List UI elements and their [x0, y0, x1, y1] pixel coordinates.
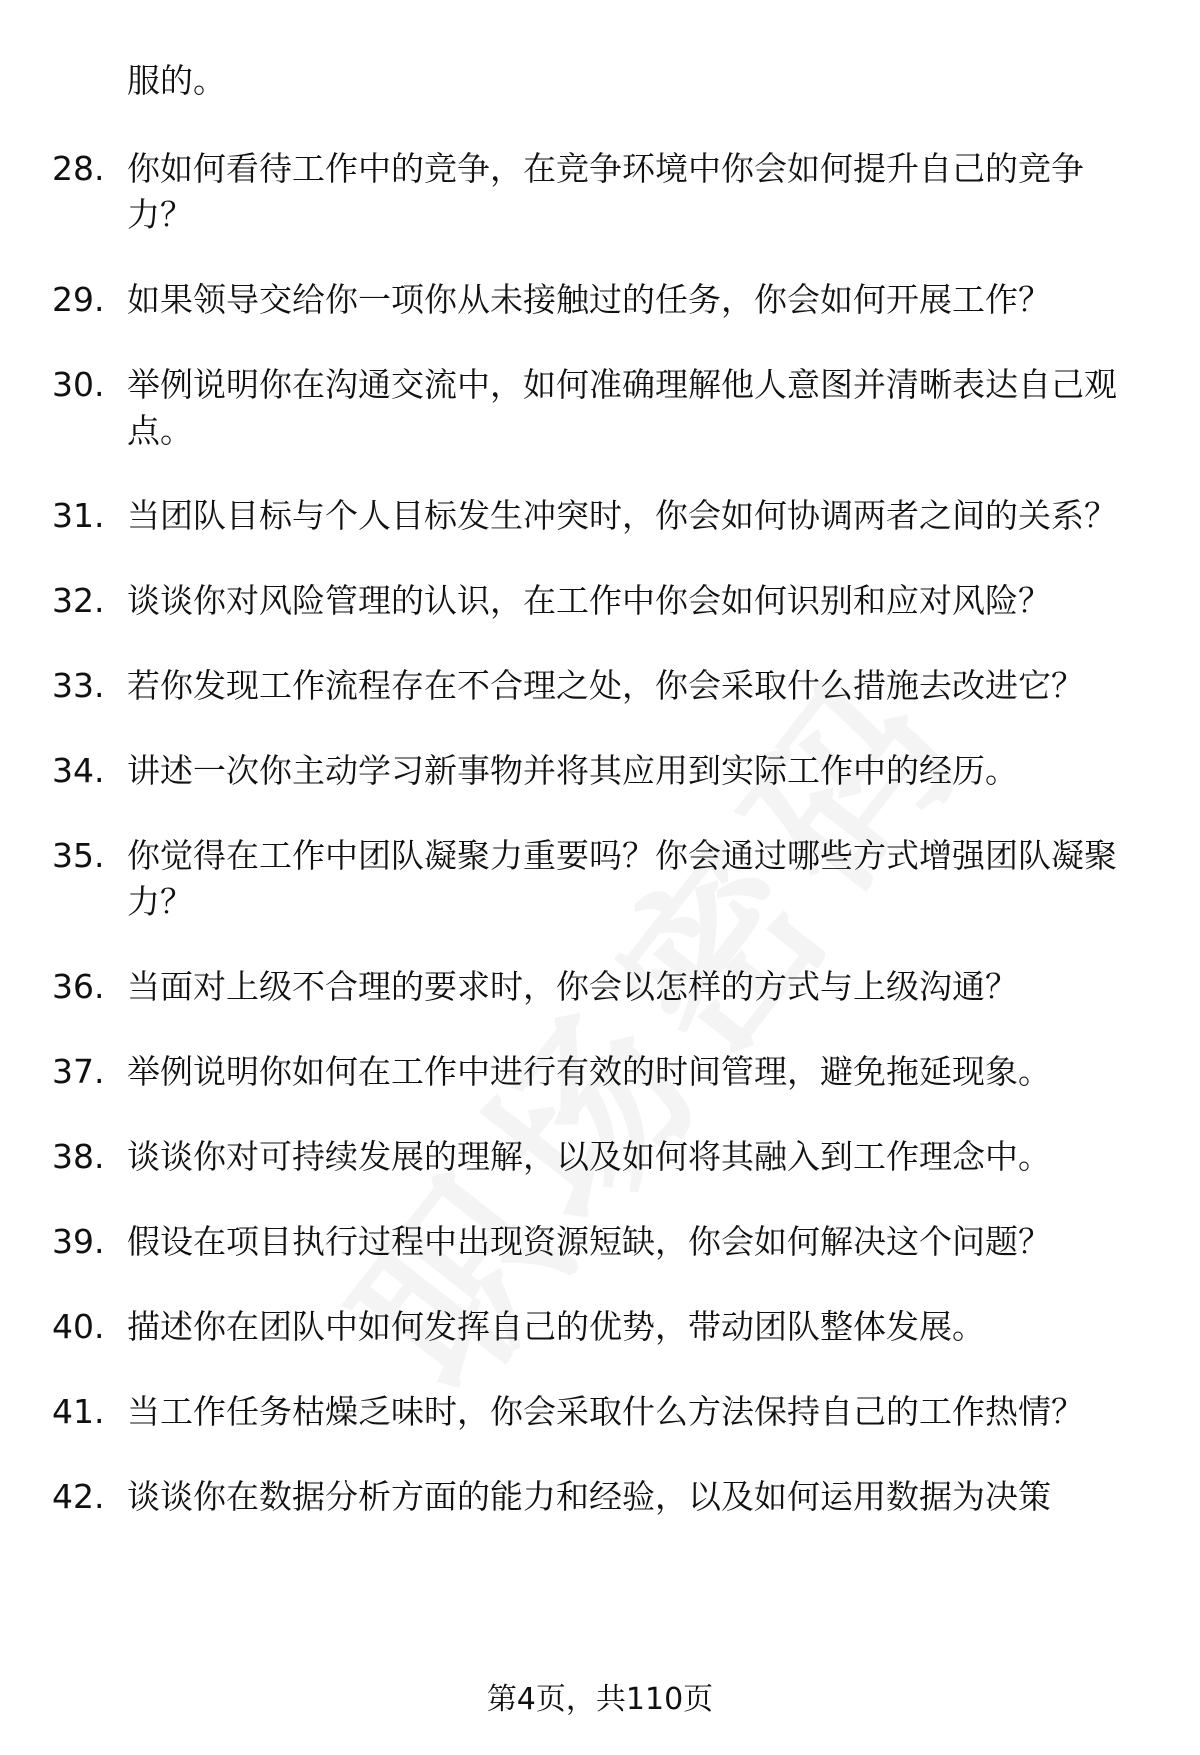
question-list	[52, 146, 1142, 1559]
question-item	[52, 1304, 1142, 1350]
question-text: 若你发现工作流程存在不合理之处，你会采取什么措施去改进它？	[127, 666, 1084, 705]
question-item	[52, 833, 1142, 925]
question-number: 37.	[52, 1052, 105, 1091]
question-text: 当团队目标与个人目标发生冲突时，你会如何协调两者之间的关系？	[127, 496, 1117, 535]
question-text: 谈谈你在数据分析方面的能力和经验，以及如何运用数据为决策	[127, 1477, 1051, 1516]
question-text: 当工作任务枯燥乏味时，你会采取什么方法保持自己的工作热情？	[127, 1392, 1084, 1431]
question-number: 39.	[52, 1222, 105, 1261]
question-text: 讲述一次你主动学习新事物并将其应用到实际工作中的经历。	[127, 751, 1018, 790]
question-text: 举例说明你如何在工作中进行有效的时间管理，避免拖延现象。	[127, 1052, 1051, 1091]
question-text: 当面对上级不合理的要求时，你会以怎样的方式与上级沟通？	[127, 967, 1018, 1006]
question-text: 描述你在团队中如何发挥自己的优势，带动团队整体发展。	[127, 1307, 985, 1346]
question-number: 38.	[52, 1137, 105, 1176]
question-text: 你觉得在工作中团队凝聚力重要吗？你会通过哪些方式增强团队凝聚力？	[127, 836, 1117, 921]
question-text: 如果领导交给你一项你从未接触过的任务，你会如何开展工作？	[127, 280, 1051, 319]
continuation-text: 服的。	[127, 61, 226, 100]
question-number: 29.	[52, 280, 105, 319]
question-text: 你如何看待工作中的竞争，在竞争环境中你会如何提升自己的竞争力？	[127, 149, 1084, 234]
question-item	[52, 1134, 1142, 1180]
question-number: 35.	[52, 836, 105, 875]
question-item	[52, 748, 1142, 794]
page-footer: 第4页，共110页	[486, 1682, 714, 1717]
question-number: 31.	[52, 496, 105, 535]
question-item	[52, 362, 1142, 454]
question-number: 36.	[52, 967, 105, 1006]
question-text: 谈谈你对风险管理的认识，在工作中你会如何识别和应对风险？	[127, 581, 1051, 620]
question-text: 举例说明你在沟通交流中，如何准确理解他人意图并清晰表达自己观点。	[127, 365, 1117, 450]
question-item	[52, 493, 1142, 539]
question-number: 40.	[52, 1307, 105, 1346]
question-item	[52, 277, 1142, 323]
question-item	[52, 146, 1142, 238]
question-item	[52, 1049, 1142, 1095]
question-text: 谈谈你对可持续发展的理解，以及如何将其融入到工作理念中。	[127, 1137, 1051, 1176]
question-text: 假设在项目执行过程中出现资源短缺，你会如何解决这个问题？	[127, 1222, 1051, 1261]
question-number: 33.	[52, 666, 105, 705]
question-number: 32.	[52, 581, 105, 620]
question-item	[52, 1219, 1142, 1265]
question-number: 41.	[52, 1392, 105, 1431]
question-number: 34.	[52, 751, 105, 790]
question-item	[52, 1474, 1142, 1520]
question-item	[52, 964, 1142, 1010]
question-number: 28.	[52, 149, 105, 188]
question-item	[52, 578, 1142, 624]
question-item	[52, 663, 1142, 709]
question-item	[52, 1389, 1142, 1435]
question-number: 30.	[52, 365, 105, 404]
question-number: 42.	[52, 1477, 105, 1516]
